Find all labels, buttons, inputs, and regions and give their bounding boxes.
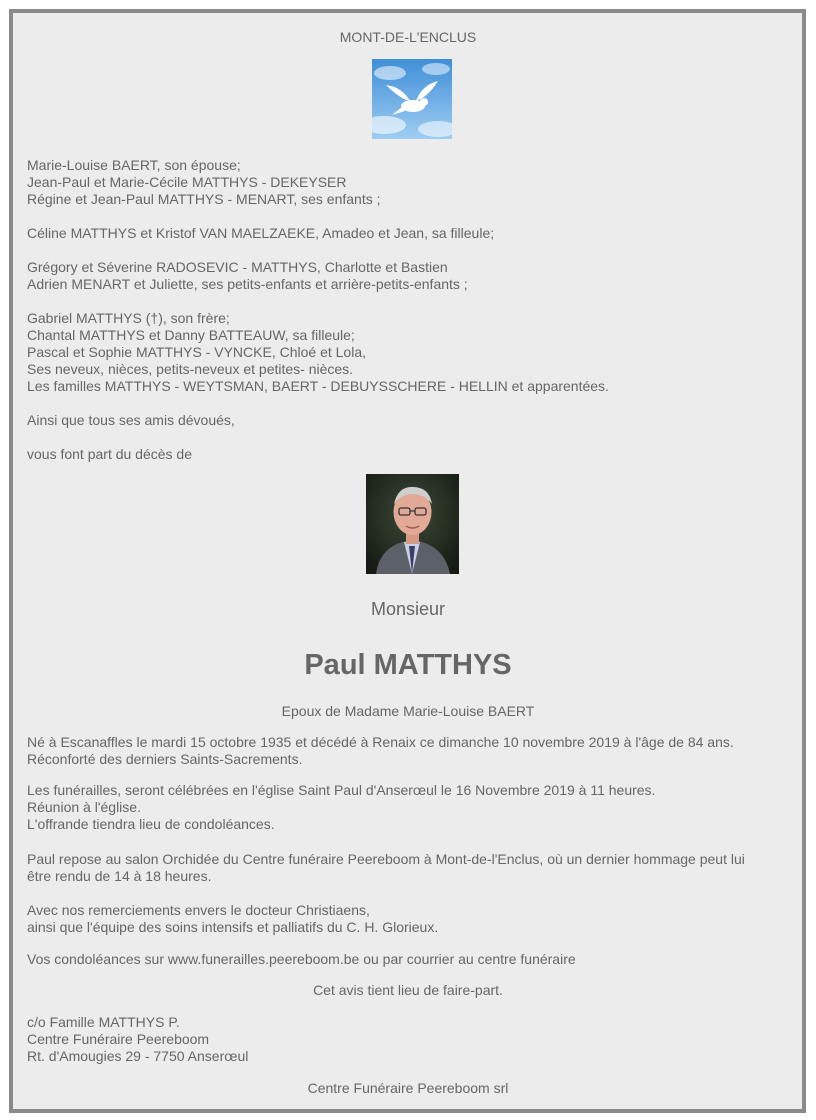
address-line: Centre Funéraire Peereboom: [27, 1031, 210, 1047]
paragraph-line: Réunion à l'église.: [27, 799, 141, 815]
paragraph-line: Réconforté des derniers Saints-Sacrements.: [27, 751, 303, 767]
obituary-card: [9, 9, 806, 1113]
paragraph-line: être rendu de 14 à 18 heures.: [27, 868, 212, 884]
family-group-grandchildren: [27, 259, 789, 293]
family-group-granddaughter: [27, 225, 789, 242]
paragraph-line: Les funérailles, seront célébrées en l'église Saint Paul d'Anserœul le 16 Novembre 2019 à 11 heures.: [27, 782, 656, 798]
footer-company: Centre Funéraire Peereboom srl: [307, 1080, 509, 1096]
paragraph-line: Avec nos remerciements envers le docteur Christiaens,: [27, 902, 370, 918]
family-line: Céline MATTHYS et Kristof VAN MAELZAEKE, Amadeo et Jean, sa filleule;: [27, 225, 495, 241]
family-line: Régine et Jean-Paul MATTHYS - MENART, ses enfants ;: [27, 191, 381, 207]
family-group-siblings: [27, 310, 789, 395]
birth-death-paragraph: [27, 734, 789, 768]
dove-image: [372, 59, 452, 139]
notice-line: Cet avis tient lieu de faire-part.: [313, 982, 503, 998]
family-line: Jean-Paul et Marie-Cécile MATTHYS - DEKEYSER: [27, 174, 347, 190]
thanks-paragraph: [27, 902, 789, 936]
family-line: Gabriel MATTHYS (†), son frère;: [27, 310, 230, 326]
family-group-spouse-children: [27, 157, 789, 208]
honorific: Monsieur: [370, 599, 446, 619]
deceased-name: Paul MATTHYS: [304, 649, 512, 681]
family-line: Adrien MENART et Juliette, ses petits-enfants et arrière-petits-enfants ;: [27, 276, 468, 292]
address-block: [27, 1014, 789, 1065]
paragraph-line: L'offrande tiendra lieu de condoléances.: [27, 816, 275, 832]
family-line: Grégory et Séverine RADOSEVIC - MATTHYS, Charlotte et Bastien: [27, 259, 448, 275]
address-line: Rt. d'Amougies 29 - 7750 Anserœul: [27, 1048, 249, 1064]
paragraph-line: ainsi que l'équipe des soins intensifs et palliatifs du C. H. Glorieux.: [27, 919, 439, 935]
town-heading: MONT-DE-L'ENCLUS: [339, 29, 477, 45]
paragraph-line: Paul repose au salon Orchidée du Centre funéraire Peereboom à Mont-de-l'Enclus, où un dernier hommage peut lui: [27, 851, 745, 867]
announcement-line: vous font part du décès de: [27, 446, 192, 462]
rest-paragraph: [27, 851, 789, 885]
friends-line: Ainsi que tous ses amis dévoués,: [27, 412, 235, 428]
funeral-paragraph: [27, 782, 789, 833]
paragraph-line: Né à Escanaffles le mardi 15 octobre 1935 et décédé à Renaix ce dimanche 10 novembre 2019 à l'âge de 84 ans.: [27, 734, 734, 750]
address-line: c/o Famille MATTHYS P.: [27, 1014, 180, 1030]
family-line: Chantal MATTHYS et Danny BATTEAUW, sa filleule;: [27, 327, 355, 343]
family-line: Marie-Louise BAERT, son épouse;: [27, 157, 241, 173]
family-line: Ses neveux, nièces, petits-neveux et petites- nièces.: [27, 361, 354, 377]
spouse-line: Epoux de Madame Marie-Louise BAERT: [281, 703, 535, 719]
family-line: Pascal et Sophie MATTHYS - VYNCKE, Chloé et Lola,: [27, 344, 366, 360]
portrait-photo: [366, 474, 459, 574]
condolences-line: Vos condoléances sur www.funerailles.peereboom.be ou par courrier au centre funéraire: [27, 951, 576, 967]
family-line: Les familles MATTHYS - WEYTSMAN, BAERT - DEBUYSSCHERE - HELLIN et apparentées.: [27, 378, 609, 394]
